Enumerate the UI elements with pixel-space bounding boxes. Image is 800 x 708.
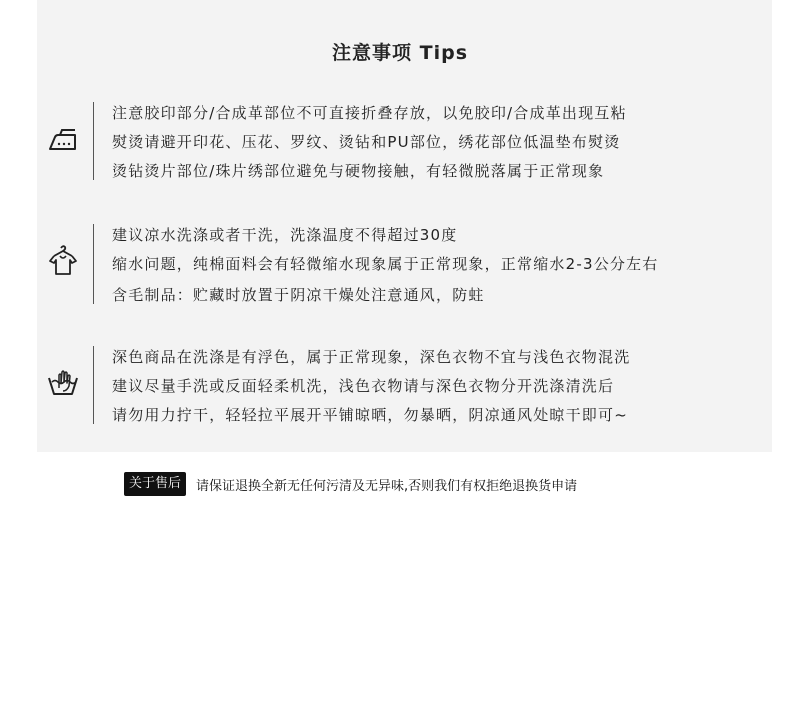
section-divider [93, 102, 94, 180]
tip-line: 请勿用力拧干，轻轻拉平展开平铺晾晒，勿暴晒，阴凉通风处晾干即可~ [112, 406, 628, 424]
page-title: 注意事项 Tips [332, 42, 468, 64]
tip-line: 含毛制品：贮藏时放置于阴凉干燥处注意通风，防蛀 [112, 286, 485, 304]
tip-line: 建议尽量手洗或反面轻柔机洗，浅色衣物请与深色衣物分开洗涤清洗后 [112, 377, 615, 395]
tip-line: 熨烫请避开印花、压花、罗纹、烫钻和PU部位，绣花部位低温垫布熨烫 [112, 133, 621, 151]
section-divider [93, 224, 94, 304]
after-sales-badge: 关于售后 [124, 472, 186, 496]
after-sales-note: 请保证退换全新无任何污清及无异味,否则我们有权拒绝退换货申请 [196, 478, 578, 494]
tip-line: 缩水问题，纯棉面料会有轻微缩水现象属于正常现象，正常缩水2-3公分左右 [112, 255, 659, 273]
tip-line: 烫钻烫片部位/珠片绣部位避免与硬物接触，有轻微脱落属于正常现象 [112, 162, 605, 180]
after-sales-row [124, 472, 577, 496]
hand-wash-icon [46, 366, 80, 400]
section-divider [93, 346, 94, 424]
iron-icon [46, 124, 80, 158]
tip-line: 建议凉水洗涤或者干洗，洗涤温度不得超过30度 [112, 226, 458, 244]
tip-line: 深色商品在洗涤是有浮色，属于正常现象，深色衣物不宜与浅色衣物混洗 [112, 348, 631, 366]
tip-line: 注意胶印部分/合成革部位不可直接折叠存放，以免胶印/合成革出现互粘 [112, 104, 627, 122]
hanging-shirt-icon [46, 244, 80, 278]
